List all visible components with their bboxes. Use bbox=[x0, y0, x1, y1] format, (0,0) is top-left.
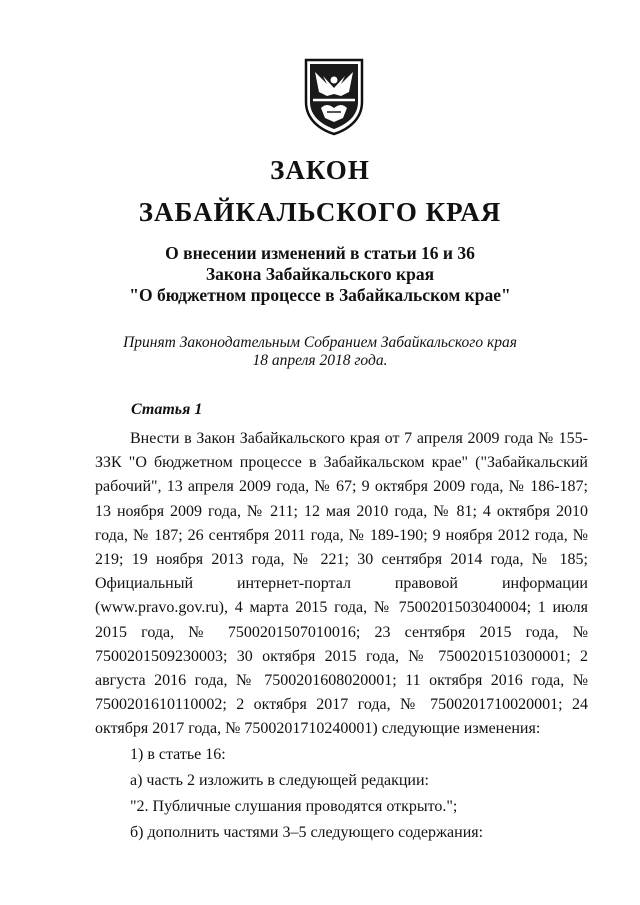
document-issuer-title: ЗАБАЙКАЛЬСКОГО КРАЯ bbox=[138, 197, 502, 227]
article-item-3: "2. Публичные слушания проводятся открыто."; bbox=[130, 797, 458, 815]
article-body bbox=[95, 427, 588, 846]
adoption-line-1: Принят Законодательным Собранием Забайкальского края bbox=[123, 334, 517, 351]
adoption-date: 18 апреля 2018 года. bbox=[252, 352, 388, 369]
subject-line-1: О внесении изменений в статьи 16 и 36 bbox=[165, 243, 475, 263]
article-main-paragraph: Внести в Закон Забайкальского края от 7 апреля 2009 года № 155-ЗЗК "О бюджетном процессе в Забайкальском крае" ("Забайкальский рабочий", 13 апреля 2009 года, № 67; 9 октября 2009 года, № 186-187; 13 ноября 2009 года, № 211; 12 мая 2010 года, № 81; 4 октября 2010 года, № 187; 26 сентября 2011 года, № 189-190; 9 ноября 2012 года, № 219; 19 ноября 2013 года, № 221; 30 сентября 2014 года, № 185; Официальный интернет-портал правовой информации (www.pravo.gov.ru), 4 марта 2015 года, № 7500201503040004; 1 июля 2015 года, № 7500201507010016; 23 сентября 2015 года, № 7500201509230003; 30 октября 2015 года, № 7500201510300001; 2 августа 2016 года, № 7500201608020001; 11 октября 2016 года, № 7500201610110002; 2 октября 2017 года, № 7500201710020001; 24 октября 2017 года, № 7500201710240001) следующие изменения: bbox=[95, 430, 588, 738]
law-subject bbox=[0, 243, 640, 306]
article-item-4: б) дополнить частями 3–5 следующего содержания: bbox=[130, 823, 484, 841]
article-item-2: а) часть 2 изложить в следующей редакции: bbox=[130, 771, 429, 789]
article-heading: Статья 1 bbox=[131, 401, 203, 418]
coat-of-arms-icon bbox=[303, 58, 365, 136]
document-type-title: ЗАКОН bbox=[270, 155, 370, 185]
subject-line-3: "О бюджетном процессе в Забайкальском крае" bbox=[129, 285, 511, 305]
adoption-note bbox=[0, 334, 640, 370]
article-item-1: 1) в статье 16: bbox=[130, 745, 226, 763]
subject-line-2: Закона Забайкальского края bbox=[205, 264, 435, 284]
